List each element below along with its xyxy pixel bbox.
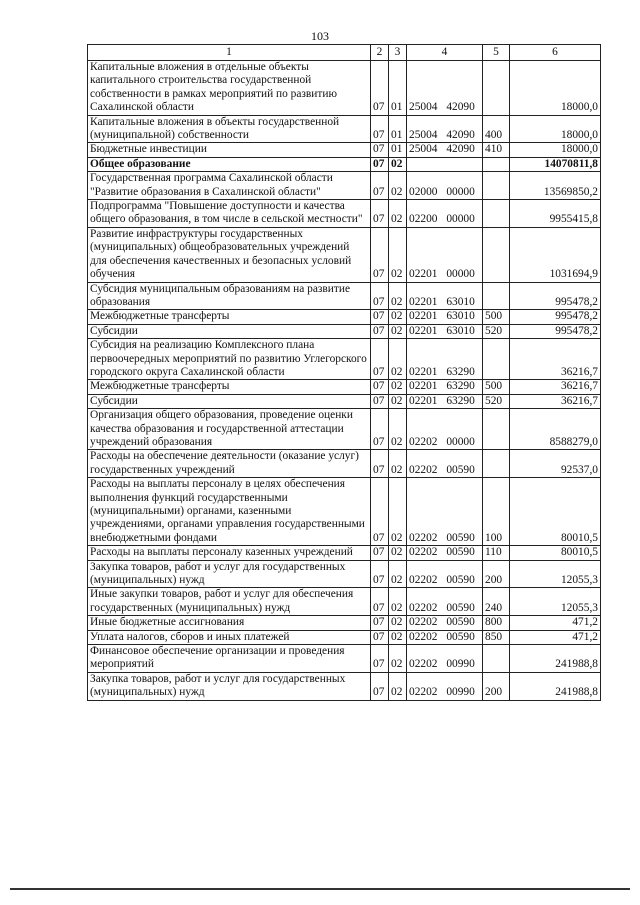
row-section: 07 — [371, 157, 389, 171]
table-row — [88, 616, 601, 630]
table-row — [88, 560, 601, 588]
row-subsection: 02 — [389, 394, 407, 408]
row-target-article: 02201 63010 — [407, 310, 483, 324]
row-expense-type: 500 — [483, 310, 510, 324]
row-subsection: 02 — [389, 380, 407, 394]
table-row — [88, 630, 601, 644]
row-amount: 14070811,8 — [510, 157, 601, 171]
row-target-article: 25004 42090 — [407, 143, 483, 157]
row-expense-type — [483, 61, 510, 116]
row-section: 07 — [371, 143, 389, 157]
row-target-article — [407, 157, 483, 171]
row-subsection: 02 — [389, 560, 407, 588]
row-subsection: 01 — [389, 115, 407, 143]
table-row — [88, 546, 601, 560]
row-expense-type — [483, 339, 510, 380]
row-name: Субсидии — [88, 394, 371, 408]
row-name: Межбюджетные трансферты — [88, 380, 371, 394]
table-row — [88, 200, 601, 228]
row-expense-type: 800 — [483, 616, 510, 630]
header-col-name: 1 — [88, 45, 371, 61]
row-amount: 241988,8 — [510, 645, 601, 673]
page-number: 103 — [311, 29, 329, 43]
row-section: 07 — [371, 339, 389, 380]
table-row — [88, 172, 601, 200]
row-name: Развитие инфраструктуры государственных (муниципальных) общеобразовательных учреждений для обеспечения качественных и безопасных условий обучения — [88, 227, 371, 282]
row-expense-type — [483, 409, 510, 450]
row-expense-type: 520 — [483, 394, 510, 408]
row-name: Субсидия муниципальным образованиям на развитие образования — [88, 282, 371, 310]
row-subsection: 02 — [389, 324, 407, 338]
row-target-article: 02201 63290 — [407, 394, 483, 408]
row-target-article: 02202 00590 — [407, 546, 483, 560]
row-target-article: 02201 63010 — [407, 324, 483, 338]
row-section: 07 — [371, 172, 389, 200]
table-row — [88, 478, 601, 546]
row-expense-type: 410 — [483, 143, 510, 157]
row-amount: 80010,5 — [510, 478, 601, 546]
row-amount: 80010,5 — [510, 546, 601, 560]
row-amount: 13569850,2 — [510, 172, 601, 200]
row-name: Закупка товаров, работ и услуг для государственных (муниципальных) нужд — [88, 560, 371, 588]
row-target-article: 02202 00000 — [407, 409, 483, 450]
table-row — [88, 645, 601, 673]
row-target-article: 02202 00590 — [407, 450, 483, 478]
row-subsection: 02 — [389, 478, 407, 546]
row-name: Иные бюджетные ассигнования — [88, 616, 371, 630]
row-name: Расходы на выплаты персоналу в целях обеспечения выполнения функций государственными (муниципальными) органами, казенными учреждениями, органами управления государственными внебюджетными фондами — [88, 478, 371, 546]
row-section: 07 — [371, 630, 389, 644]
row-expense-type: 500 — [483, 380, 510, 394]
table-row — [88, 450, 601, 478]
row-amount: 18000,0 — [510, 115, 601, 143]
table-row — [88, 282, 601, 310]
table-row — [88, 310, 601, 324]
row-section: 07 — [371, 310, 389, 324]
row-subsection: 02 — [389, 546, 407, 560]
row-subsection: 02 — [389, 157, 407, 171]
row-amount: 995478,2 — [510, 282, 601, 310]
row-amount: 9955415,8 — [510, 200, 601, 228]
row-name: Капитальные вложения в отдельные объекты капитального строительства государственной собственности в рамках мероприятий по развитию Сахалинской области — [88, 61, 371, 116]
row-subsection: 02 — [389, 172, 407, 200]
row-name: Закупка товаров, работ и услуг для государственных (муниципальных) нужд — [88, 672, 371, 700]
row-name: Государственная программа Сахалинской области "Развитие образования в Сахалинской области" — [88, 172, 371, 200]
row-target-article: 02202 00590 — [407, 588, 483, 616]
row-expense-type — [483, 282, 510, 310]
row-section: 07 — [371, 115, 389, 143]
table-row — [88, 380, 601, 394]
row-expense-type: 200 — [483, 560, 510, 588]
table-row — [88, 394, 601, 408]
row-name: Бюджетные инвестиции — [88, 143, 371, 157]
table-row — [88, 143, 601, 157]
row-amount: 471,2 — [510, 630, 601, 644]
row-section: 07 — [371, 394, 389, 408]
row-amount: 1031694,9 — [510, 227, 601, 282]
table-row — [88, 115, 601, 143]
row-expense-type: 400 — [483, 115, 510, 143]
row-amount: 471,2 — [510, 616, 601, 630]
row-expense-type — [483, 450, 510, 478]
row-name: Расходы на обеспечение деятельности (оказание услуг) государственных учреждений — [88, 450, 371, 478]
row-expense-type: 200 — [483, 672, 510, 700]
row-target-article: 02202 00590 — [407, 478, 483, 546]
row-target-article: 02000 00000 — [407, 172, 483, 200]
row-section: 07 — [371, 227, 389, 282]
row-section: 07 — [371, 409, 389, 450]
row-expense-type: 110 — [483, 546, 510, 560]
row-expense-type — [483, 227, 510, 282]
row-name: Уплата налогов, сборов и иных платежей — [88, 630, 371, 644]
row-amount: 36216,7 — [510, 394, 601, 408]
row-section: 07 — [371, 200, 389, 228]
row-target-article: 02200 00000 — [407, 200, 483, 228]
table-header-row — [88, 45, 601, 61]
row-name: Финансовое обеспечение организации и проведения мероприятий — [88, 645, 371, 673]
row-section: 07 — [371, 324, 389, 338]
row-subsection: 01 — [389, 143, 407, 157]
row-section: 07 — [371, 560, 389, 588]
row-amount: 12055,3 — [510, 588, 601, 616]
table-row — [88, 409, 601, 450]
row-section: 07 — [371, 61, 389, 116]
table-row — [88, 672, 601, 700]
row-target-article: 02201 00000 — [407, 227, 483, 282]
row-section: 07 — [371, 645, 389, 673]
row-expense-type — [483, 172, 510, 200]
header-col-subsection: 3 — [389, 45, 407, 61]
row-section: 07 — [371, 478, 389, 546]
table-header — [88, 45, 601, 61]
row-target-article: 25004 42090 — [407, 61, 483, 116]
table-row — [88, 227, 601, 282]
row-name: Межбюджетные трансферты — [88, 310, 371, 324]
row-name: Расходы на выплаты персоналу казенных учреждений — [88, 546, 371, 560]
row-subsection: 02 — [389, 672, 407, 700]
row-subsection: 02 — [389, 310, 407, 324]
row-expense-type — [483, 157, 510, 171]
row-amount: 8588279,0 — [510, 409, 601, 450]
row-name: Подпрограмма "Повышение доступности и качества общего образования, в том числе в сельской местности" — [88, 200, 371, 228]
row-expense-type: 520 — [483, 324, 510, 338]
row-subsection: 02 — [389, 200, 407, 228]
row-expense-type: 100 — [483, 478, 510, 546]
row-section: 07 — [371, 546, 389, 560]
row-target-article: 02201 63290 — [407, 380, 483, 394]
header-col-target-article: 4 — [407, 45, 483, 61]
row-subsection: 02 — [389, 630, 407, 644]
row-amount: 995478,2 — [510, 310, 601, 324]
row-section: 07 — [371, 616, 389, 630]
table-body — [88, 61, 601, 701]
row-name: Субсидии — [88, 324, 371, 338]
row-amount: 36216,7 — [510, 339, 601, 380]
row-amount: 36216,7 — [510, 380, 601, 394]
row-subsection: 02 — [389, 339, 407, 380]
row-name: Субсидия на реализацию Комплексного плана первоочередных мероприятий по развитию Углегорского городского округа Сахалинской области — [88, 339, 371, 380]
row-expense-type — [483, 645, 510, 673]
row-section: 07 — [371, 450, 389, 478]
row-amount: 18000,0 — [510, 143, 601, 157]
table-row — [88, 588, 601, 616]
row-expense-type: 240 — [483, 588, 510, 616]
row-target-article: 02202 00590 — [407, 560, 483, 588]
row-subsection: 02 — [389, 616, 407, 630]
row-target-article: 02202 00990 — [407, 645, 483, 673]
header-col-expense-type: 5 — [483, 45, 510, 61]
budget-table — [87, 44, 601, 701]
footer-rule — [10, 888, 630, 890]
table-row — [88, 157, 601, 171]
row-subsection: 02 — [389, 282, 407, 310]
row-amount: 92537,0 — [510, 450, 601, 478]
row-amount: 12055,3 — [510, 560, 601, 588]
row-target-article: 02201 63290 — [407, 339, 483, 380]
row-target-article: 02202 00590 — [407, 616, 483, 630]
row-expense-type: 850 — [483, 630, 510, 644]
row-target-article: 02202 00590 — [407, 630, 483, 644]
table-row — [88, 339, 601, 380]
row-target-article: 02202 00990 — [407, 672, 483, 700]
row-target-article: 25004 42090 — [407, 115, 483, 143]
row-name: Иные закупки товаров, работ и услуг для обеспечения государственных (муниципальных) нужд — [88, 588, 371, 616]
header-col-section: 2 — [371, 45, 389, 61]
row-target-article: 02201 63010 — [407, 282, 483, 310]
row-expense-type — [483, 200, 510, 228]
row-subsection: 02 — [389, 645, 407, 673]
row-name: Общее образование — [88, 157, 371, 171]
row-name: Капитальные вложения в объекты государственной (муниципальной) собственности — [88, 115, 371, 143]
row-amount: 18000,0 — [510, 61, 601, 116]
header-col-amount: 6 — [510, 45, 601, 61]
row-section: 07 — [371, 380, 389, 394]
row-subsection: 02 — [389, 450, 407, 478]
row-amount: 241988,8 — [510, 672, 601, 700]
row-subsection: 02 — [389, 409, 407, 450]
row-subsection: 01 — [389, 61, 407, 116]
row-subsection: 02 — [389, 588, 407, 616]
table-row — [88, 324, 601, 338]
row-section: 07 — [371, 588, 389, 616]
row-section: 07 — [371, 672, 389, 700]
row-name: Организация общего образования, проведение оценки качества образования и государственной аттестации учреждений образования — [88, 409, 371, 450]
row-subsection: 02 — [389, 227, 407, 282]
row-amount: 995478,2 — [510, 324, 601, 338]
row-section: 07 — [371, 282, 389, 310]
table-row — [88, 61, 601, 116]
